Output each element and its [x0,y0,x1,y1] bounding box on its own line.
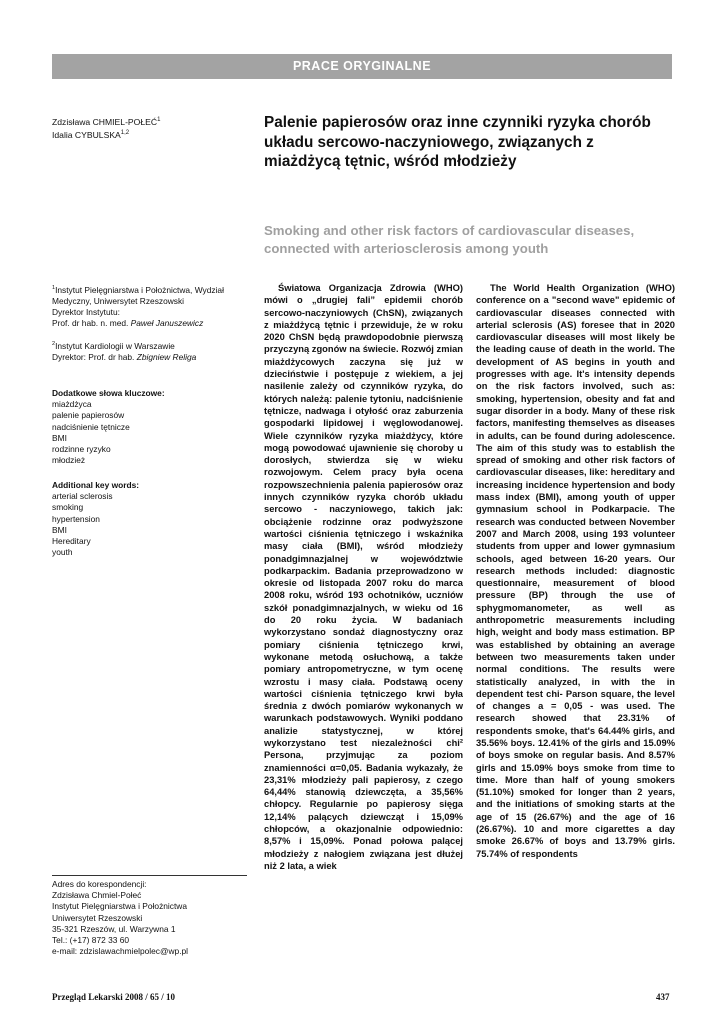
abstract-polish [264,282,463,987]
keyword-item: miażdżyca [52,399,92,410]
keywords-polish [52,388,252,466]
correspondence-email: e-mail: zdzislawachmielpolec@wp.pl [52,946,189,957]
keyword-item: rodzinne ryzyko [52,444,111,455]
author-list [52,115,160,142]
section-banner: PRACE ORYGINALNE [52,54,672,79]
correspondence-divider [52,875,247,876]
article-title-polish: Palenie papierosów oraz inne czynniki ryzyka chorób układu sercowo-naczyniowego, związanych z miażdżycą tętnic, wśród młodzieży [264,114,651,170]
keyword-item: arterial sclerosis [52,491,113,502]
keyword-item: nadciśnienie tętnicze [52,421,130,432]
abstract-polish-text: Światowa Organizacja Zdrowia (WHO) mówi o „drugiej fali” epidemii chorób sercowo-naczyniowych (ChSN), związanych z miażdżycą tętnic i przewiduje, że w roku 2020 ChSN będą prawdopodobnie pierwszą przyczyną zgonów na świecie. Rozwój zmian miażdżycowych zaczyna się już w dzieciństwie i postępuje z wiekiem, a jej nasilenie zależy od czynników ryzyka, do których należą: palenie tytoniu, nadciśnienie tętnicze, nadwaga i otyłość oraz zaburzenia gospodarki lipidowej i węglowodanowej. Wiele czynników ryzyka miażdżycy, które mogą powodować ujawnienie się choroby u dorosłych, stwierdza się w wieku rozwojowym. Celem pracy była ocena rozpowszechnienia palenia papierosów oraz innych czynników ryzyka chorób układu sercowo - naczyniowego, takich jak: obciążenie rodzinne oraz podwyższone wartości ciśnienia tętniczego i wskaźnika masy ciała (BMI), wśród młodzieży ponadgimnazjalnej w województwie podkarpackim. Badania przeprowadzono w okresie od listopada 2007 roku do marca 2008 roku, wśród 193 ochotników, uczniów szkół ponadgimnazjalnych, w wieku od 16 do 20 roku życia. W badaniach wykorzystano sondaż diagnostyczny oraz pomiary ciśnienia tętniczego krwi, wykonane metodą osłuchową, a także pomiary antropometryczne, w tym ocenę wzrostu i masy ciała. Podstawą oceny wartości ciśnienia tętniczego krwi była średnia z dwóch pomiarów wykonanych w warunkach podstawowych. Wyniki poddano analizie statystycznej, w której wykorzystano test niezależności chi² Persona, przyjmując za poziom znamienności α=0,05. Badania wykazały, że 23,31% młodzieży pali papierosy, z czego 64,44% stanowią dziewczęta, a 35,56% chłopcy. Regularnie po papierosy sięga 12,14% palących dziewcząt i 15,09% chłopców, a okazjonalnie odpowiednio: 8,57% i 15,09%. Ponad połowa palącej młodzieży z nałogiem związana jest dłużej niż 2 lata, a wiek [264,283,463,871]
keywords-polish-title: Dodatkowe słowa kluczowe: [52,388,165,398]
author-2: Idalia CYBULSKA$^{1,2}$ [52,130,130,141]
article-title-english: Smoking and other risk factors of cardiovascular diseases, connected with arteriosclerosis among youth [264,223,635,256]
keyword-item: youth [52,547,73,558]
affiliation-1: $^1$Instytut Pielęgniarstwa i Położnictwa, Wydział Medyczny, Uniwersytet Rzeszowski Dyrektor Instytutu: Prof. dr hab. n. med. Paweł Januszewicz [52,284,224,329]
keyword-item: BMI [52,432,67,443]
keyword-item: smoking [52,502,84,513]
author-1: Zdzisława CHMIEL-POŁEĆ$^1$ [52,116,161,127]
keyword-item: palenie papierosów [52,410,125,421]
keyword-item: Hereditary [52,536,91,547]
affiliation-2: $^2$Instytut Kardiologii w Warszawie Dyrektor: Prof. dr hab. Zbigniew Religa [52,340,197,362]
journal-footer: Przegląd Lekarski 2008 / 65 / 10 [52,992,175,1002]
keyword-item: BMI [52,524,67,535]
keywords-english [52,480,252,558]
keyword-item: hypertension [52,513,100,524]
abstract-english [476,282,675,987]
keyword-item: młodzież [52,455,86,466]
correspondence-title: Adres do korespondencji: [52,879,147,889]
correspondence-address: Adres do korespondencji: Zdzisława Chmiel-Połeć Instytut Pielęgniarstwa i Położnictwa Uniwersytet Rzeszowski 35-321 Rzeszów, ul. Warzywna 1 Tel.: (+17) 872 33 60 e-mail: zdzislawachmielpolec@wp.pl [52,879,252,957]
page-number: 437 [656,992,670,1002]
abstract-english-text: The World Health Organization (WHO) conference on a "second wave" epidemic of cardiovascular diseases connected with arterial sclerosis (AS) foresee that in 2020 cardiovascular diseases will most likely be the leading cause of death in the world. The development of AS begins in youth and progresses with age. It's intensity depends on the risk factors involved, such as: smoking, hypertension, obesity and fat and sugar disorder in a body. Many of these risk factors, manifesting themselves as diseases in adults, can be found during adolescence. The aim of this study was to establish the spread of smoking and other risk factors of cardiovascular diseases, like: hereditary and increasing incidence hypertension and body mass index (BMI), among youth of upper gymnasium school in Podkarpacie. The research was conducted between November 2007 and March 2008, using 193 volunteer students from upper and lower gymnasium schools, aged between 16-20 years. Our research methods included: diagnostic questionnaire, measurement of blood pressure (BP) through the use of sphygmomanometer, as well as anthropometric measurements including high, weight and body mass estimation. BP was established by obtaining an average between two measurements taken under normal conditions. The results were statistically analyzed, in with the in dependent test chi- Parson square, the level of changes a = 0,05 - was used. The research showed that 23.31% of respondents smoke, that's 64.44% girls, and 35.56% boys. 12.41% of the girls and 15.09% of boys smoke on regular basis. And 8.57% girls and 15.09% boys smoke from time to time. More than half of young smokers (51.10%) smoked for longer than 2 years, and the initiations of smoking starts at the age of 15 (26.67%) and the age of 16 (26.67%). 10 and more cigarettes a day smoke 26.67% of boys and 13.79% girls. 75.74% of respondents [476,283,675,859]
keywords-english-title: Additional key words: [52,480,140,490]
